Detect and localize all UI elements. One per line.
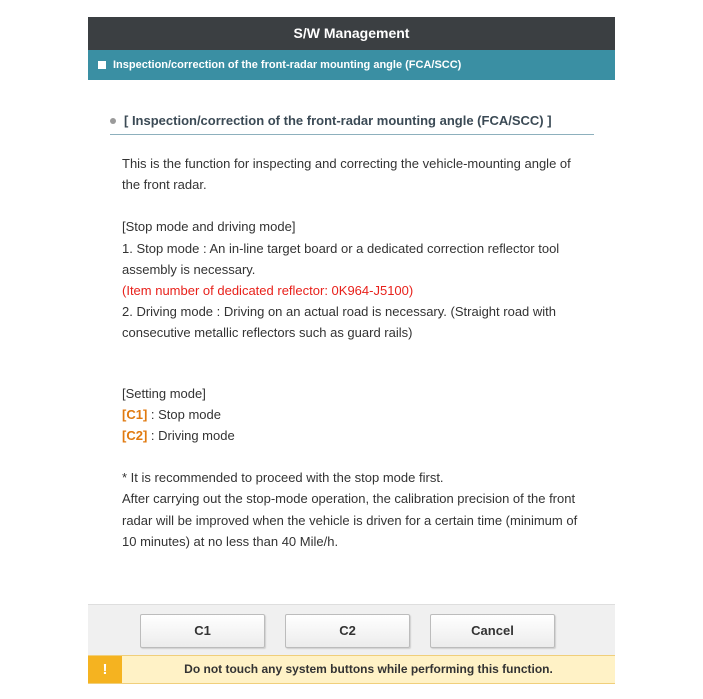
warning-icon: ! <box>88 656 122 683</box>
button-bar <box>88 604 615 655</box>
function-subtitle: Inspection/correction of the front-radar mounting angle (FCA/SCC) <box>113 59 462 71</box>
intro-text: This is the function for inspecting and correcting the vehicle-mounting angle of the front radar. <box>122 156 571 193</box>
driving-mode-text: 2. Driving mode : Driving on an actual road is necessary. (Straight road with consecutive metallic reflectors such as guard rails) <box>122 304 557 341</box>
c1-button[interactable]: C1 <box>140 614 265 648</box>
stop-mode-text: 1. Stop mode : An in-line target board or a dedicated correction reflector tool assembly is necessary. <box>122 240 560 277</box>
c1-label: : Stop mode <box>147 406 221 422</box>
reflector-note: (Item number of dedicated reflector: 0K964-J5100) <box>122 283 414 299</box>
c1-description <box>122 404 592 425</box>
section-title: [ Inspection/correction of the front-radar mounting angle (FCA/SCC) ] <box>124 113 552 128</box>
after-text: After carrying out the stop-mode operation, the calibration precision of the front radar will be improved when the vehicle is driven for a certain time (minimum of 10 minutes) at no less than 40 Mile/h. <box>122 491 578 549</box>
c2-description <box>122 425 592 446</box>
warning-banner <box>88 655 615 684</box>
recommend-text: * It is recommended to proceed with the stop mode first. <box>122 470 444 486</box>
c2-button[interactable]: C2 <box>285 614 410 648</box>
section-header <box>110 113 594 135</box>
function-subtitle-bar <box>88 50 615 80</box>
square-bullet-icon <box>98 61 106 69</box>
setting-heading: [Setting mode] <box>122 385 206 401</box>
circle-bullet-icon <box>110 118 116 124</box>
c2-label: : Driving mode <box>147 428 235 444</box>
modes-heading: [Stop mode and driving mode] <box>122 219 296 235</box>
instructions-body <box>122 153 592 552</box>
sw-management-window <box>88 17 615 687</box>
cancel-button[interactable]: Cancel <box>430 614 555 648</box>
warning-text: Do not touch any system buttons while performing this function. <box>184 662 553 676</box>
c1-tag: [C1] <box>122 406 148 422</box>
window-title: S/W Management <box>88 17 615 50</box>
c2-tag: [C2] <box>122 428 148 444</box>
